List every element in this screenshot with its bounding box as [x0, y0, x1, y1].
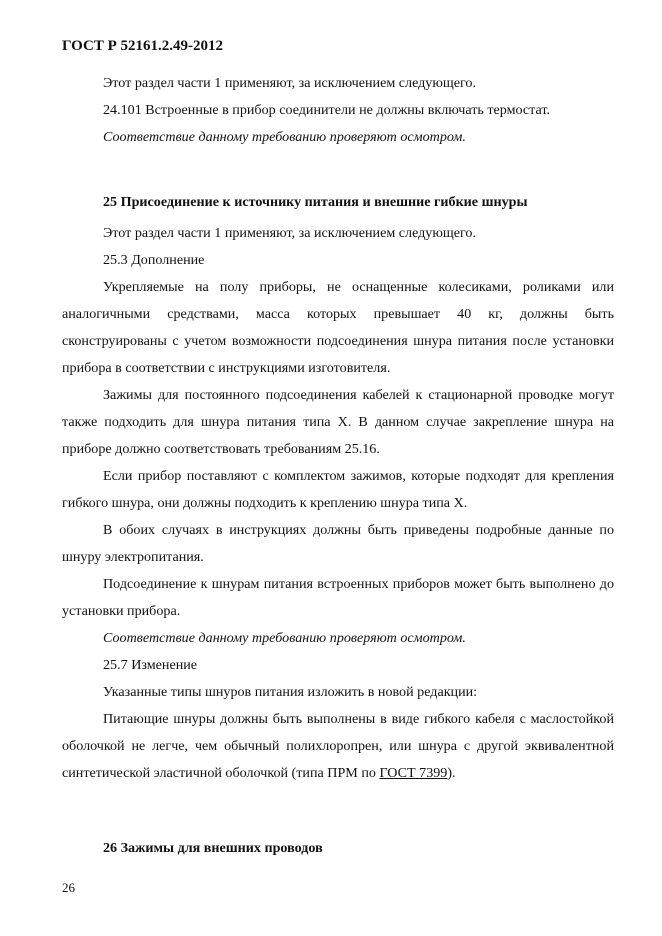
paragraph: Этот раздел части 1 применяют, за исключением следующего.	[103, 225, 476, 241]
paragraph: Указанные типы шнуров питания изложить в новой редакции:	[103, 684, 478, 700]
page-number: 26	[62, 880, 75, 895]
section-heading-25: 25 Присоединение к источнику питания и внешние гибкие шнуры	[103, 194, 528, 210]
compliance-note: Соответствие данному требованию проверяют осмотром.	[103, 129, 466, 145]
clause-25-3: 25.3 Дополнение	[103, 252, 205, 268]
paragraph-text: Питающие шнуры должны быть выполнены в виде гибкого кабеля с маслостойкой оболочкой не легче, чем обычный полихлоропрен, или шнура с другой эквивалентной синтетической эластичной оболочкой (типа ПРМ по	[62, 711, 614, 781]
paragraph-text-end: ).	[447, 765, 456, 781]
paragraph: Если прибор поставляют с комплектом зажимов, которые подходят для крепления гибкого шнура, они должны подходить к креплению шнура типа X.	[62, 468, 614, 511]
document-header: ГОСТ Р 52161.2.49-2012	[62, 38, 224, 54]
paragraph: В обоих случаях в инструкциях должны быть приведены подробные данные по шнуру электропитания.	[62, 522, 614, 565]
page-body	[62, 70, 614, 862]
paragraph: Этот раздел части 1 применяют, за исключением следующего.	[103, 75, 476, 91]
compliance-note: Соответствие данному требованию проверяют осмотром.	[103, 630, 466, 646]
paragraph: Подсоединение к шнурам питания встроенных приборов может быть выполнено до установки прибора.	[62, 576, 614, 619]
gost-7399-link[interactable]: ГОСТ 7399	[379, 765, 448, 781]
paragraph: Зажимы для постоянного подсоединения кабелей к стационарной проводке могут также подходить для шнура питания типа X. В данном случае закрепление шнура на приборе должно соответствовать требованиям 25.16.	[62, 387, 614, 457]
section-heading-26: 26 Зажимы для внешних проводов	[103, 840, 323, 856]
paragraph: Укрепляемые на полу приборы, не оснащенные колесиками, роликами или аналогичными средствами, масса которых превышает 40 кг, должны быть сконструированы с учетом возможности подсоединения шнура питания после установки прибора в соответствии с инструкциями изготовителя.	[62, 279, 614, 376]
paragraph	[62, 706, 614, 787]
clause-24-101: 24.101 Встроенные в прибор соединители не должны включать термостат.	[103, 102, 551, 118]
clause-25-7: 25.7 Изменение	[103, 657, 198, 673]
